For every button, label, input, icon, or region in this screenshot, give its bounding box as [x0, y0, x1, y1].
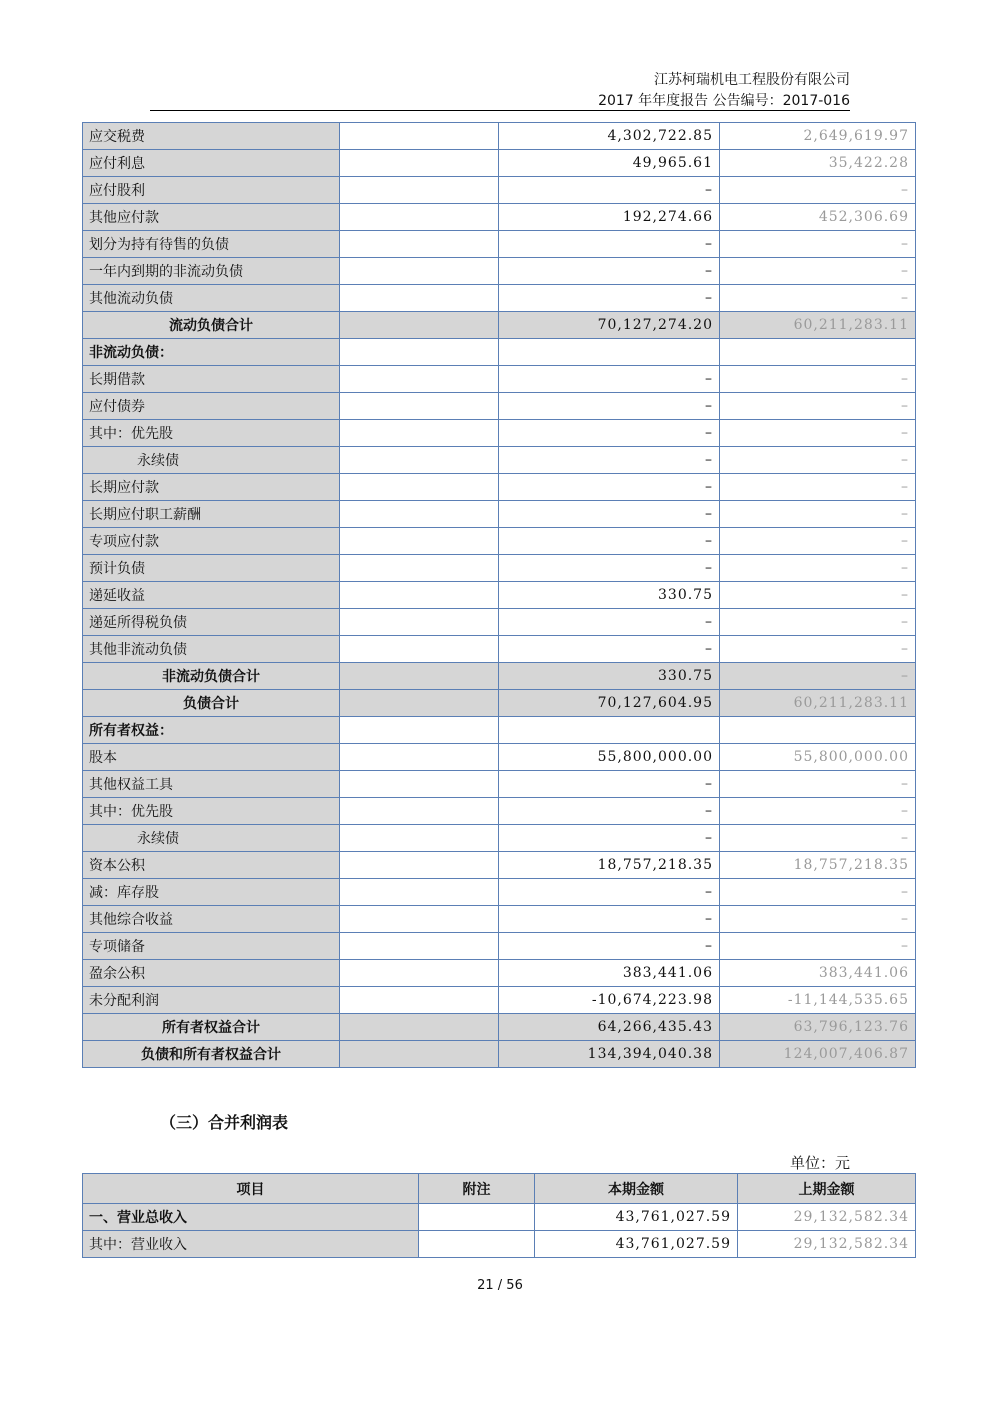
row-note — [340, 1014, 499, 1041]
row-label: 应付利息 — [83, 150, 340, 177]
row-current-amount: – — [499, 285, 720, 312]
row-label: 资本公积 — [83, 852, 340, 879]
row-note — [340, 1041, 499, 1068]
row-current-amount: 330.75 — [499, 582, 720, 609]
row-note — [340, 825, 499, 852]
row-note — [340, 771, 499, 798]
row-note — [340, 987, 499, 1014]
row-note — [340, 852, 499, 879]
row-current-amount: – — [499, 420, 720, 447]
row-label: 应付债券 — [83, 393, 340, 420]
row-note — [419, 1231, 535, 1258]
row-note — [340, 285, 499, 312]
row-label: 所有者权益合计 — [83, 1014, 340, 1041]
income-statement-title: （三）合并利润表 — [160, 1113, 289, 1132]
row-current-amount — [499, 717, 720, 744]
row-note — [340, 204, 499, 231]
page-number: 21 / 56 — [477, 1278, 523, 1293]
row-previous-amount: 18,757,218.35 — [720, 852, 916, 879]
row-previous-amount: – — [720, 771, 916, 798]
row-current-amount: – — [499, 609, 720, 636]
row-previous-amount: – — [720, 825, 916, 852]
table-row — [83, 852, 916, 879]
row-previous-amount — [720, 717, 916, 744]
row-previous-amount: – — [720, 366, 916, 393]
table-row — [83, 663, 916, 690]
row-current-amount: – — [499, 879, 720, 906]
row-label: 其他非流动负债 — [83, 636, 340, 663]
row-current-amount: 70,127,274.20 — [499, 312, 720, 339]
row-note — [340, 501, 499, 528]
row-current-amount: – — [499, 177, 720, 204]
row-note — [340, 906, 499, 933]
row-note — [340, 231, 499, 258]
row-previous-amount: – — [720, 393, 916, 420]
row-current-amount: – — [499, 555, 720, 582]
row-previous-amount: – — [720, 285, 916, 312]
row-current-amount: 4,302,722.85 — [499, 123, 720, 150]
table-row — [83, 609, 916, 636]
row-current-amount: – — [499, 474, 720, 501]
header-previous-amount: 上期金额 — [738, 1174, 916, 1204]
row-current-amount — [499, 339, 720, 366]
row-current-amount: 43,761,027.59 — [535, 1204, 738, 1231]
table-row — [83, 717, 916, 744]
row-previous-amount: 383,441.06 — [720, 960, 916, 987]
row-label: 其他流动负债 — [83, 285, 340, 312]
row-current-amount: – — [499, 771, 720, 798]
row-label: 划分为持有待售的负债 — [83, 231, 340, 258]
row-label: 长期应付职工薪酬 — [83, 501, 340, 528]
row-previous-amount: – — [720, 474, 916, 501]
row-label: 负债和所有者权益合计 — [83, 1041, 340, 1068]
row-label: 应付股利 — [83, 177, 340, 204]
row-previous-amount: -11,144,535.65 — [720, 987, 916, 1014]
row-previous-amount: – — [720, 663, 916, 690]
table-row — [83, 1041, 916, 1068]
row-current-amount: 330.75 — [499, 663, 720, 690]
row-previous-amount: 124,007,406.87 — [720, 1041, 916, 1068]
row-current-amount: 192,274.66 — [499, 204, 720, 231]
balance-sheet-table — [82, 122, 916, 1068]
row-note — [340, 528, 499, 555]
row-current-amount: – — [499, 528, 720, 555]
table-row — [83, 312, 916, 339]
row-note — [340, 609, 499, 636]
row-note — [340, 555, 499, 582]
table-row — [83, 771, 916, 798]
table-row — [83, 366, 916, 393]
row-current-amount: 64,266,435.43 — [499, 1014, 720, 1041]
company-name: 江苏柯瑞机电工程股份有限公司 — [654, 72, 850, 88]
row-note — [340, 393, 499, 420]
row-previous-amount: – — [720, 177, 916, 204]
row-previous-amount: – — [720, 636, 916, 663]
row-note — [340, 366, 499, 393]
row-previous-amount: 60,211,283.11 — [720, 312, 916, 339]
row-note — [340, 312, 499, 339]
row-previous-amount: 29,132,582.34 — [738, 1231, 916, 1258]
table-row — [83, 798, 916, 825]
row-current-amount: – — [499, 258, 720, 285]
table-row — [83, 123, 916, 150]
row-previous-amount: 29,132,582.34 — [738, 1204, 916, 1231]
row-previous-amount: – — [720, 609, 916, 636]
header-note: 附注 — [419, 1174, 535, 1204]
table-row — [83, 987, 916, 1014]
row-label: 长期应付款 — [83, 474, 340, 501]
row-current-amount: 70,127,604.95 — [499, 690, 720, 717]
row-current-amount: – — [499, 636, 720, 663]
row-current-amount: 43,761,027.59 — [535, 1231, 738, 1258]
row-previous-amount: – — [720, 501, 916, 528]
table-row — [83, 447, 916, 474]
table-row — [83, 231, 916, 258]
row-label: 其他权益工具 — [83, 771, 340, 798]
row-label: 减：库存股 — [83, 879, 340, 906]
row-label: 负债合计 — [83, 690, 340, 717]
table-row — [83, 555, 916, 582]
row-label: 所有者权益： — [83, 717, 340, 744]
row-previous-amount: 2,649,619.97 — [720, 123, 916, 150]
header-item: 项目 — [83, 1174, 419, 1204]
row-current-amount: 134,394,040.38 — [499, 1041, 720, 1068]
table-row — [83, 636, 916, 663]
report-header — [598, 70, 850, 112]
row-note — [340, 960, 499, 987]
row-current-amount: – — [499, 825, 720, 852]
row-note — [340, 474, 499, 501]
row-note — [340, 582, 499, 609]
table-row — [83, 906, 916, 933]
row-note — [340, 933, 499, 960]
table-row — [83, 1204, 916, 1231]
table-row — [83, 177, 916, 204]
row-label: 其他应付款 — [83, 204, 340, 231]
row-previous-amount — [720, 339, 916, 366]
row-note — [340, 420, 499, 447]
row-label: 一、营业总收入 — [83, 1204, 419, 1231]
row-previous-amount: – — [720, 798, 916, 825]
table-row — [83, 420, 916, 447]
header-current-amount: 本期金额 — [535, 1174, 738, 1204]
row-label: 非流动负债： — [83, 339, 340, 366]
row-current-amount: – — [499, 231, 720, 258]
row-label: 其中：优先股 — [83, 420, 340, 447]
row-current-amount: – — [499, 366, 720, 393]
row-previous-amount: – — [720, 879, 916, 906]
row-previous-amount: – — [720, 528, 916, 555]
row-previous-amount: – — [720, 906, 916, 933]
row-current-amount: – — [499, 906, 720, 933]
report-number: 2017 年年度报告 公告编号：2017-016 — [598, 93, 850, 109]
table-row — [83, 879, 916, 906]
row-current-amount: -10,674,223.98 — [499, 987, 720, 1014]
row-current-amount: – — [499, 798, 720, 825]
row-label: 其中：营业收入 — [83, 1231, 419, 1258]
row-note — [340, 447, 499, 474]
row-current-amount: – — [499, 447, 720, 474]
row-note — [340, 744, 499, 771]
row-previous-amount: – — [720, 420, 916, 447]
table-row — [83, 825, 916, 852]
table-row — [83, 204, 916, 231]
row-label: 盈余公积 — [83, 960, 340, 987]
row-previous-amount: 60,211,283.11 — [720, 690, 916, 717]
row-label: 流动负债合计 — [83, 312, 340, 339]
row-note — [340, 258, 499, 285]
row-label: 专项应付款 — [83, 528, 340, 555]
row-label: 非流动负债合计 — [83, 663, 340, 690]
table-row — [83, 582, 916, 609]
row-note — [340, 690, 499, 717]
row-label: 专项储备 — [83, 933, 340, 960]
table-row — [83, 744, 916, 771]
table-row — [83, 150, 916, 177]
row-note — [340, 150, 499, 177]
row-previous-amount: – — [720, 231, 916, 258]
row-current-amount: – — [499, 501, 720, 528]
row-label: 递延所得税负债 — [83, 609, 340, 636]
row-note — [340, 123, 499, 150]
table-row — [83, 690, 916, 717]
table-header-row — [83, 1174, 916, 1204]
row-label: 其他综合收益 — [83, 906, 340, 933]
row-previous-amount: – — [720, 582, 916, 609]
table-row — [83, 285, 916, 312]
row-current-amount: 49,965.61 — [499, 150, 720, 177]
table-row — [83, 258, 916, 285]
row-label: 未分配利润 — [83, 987, 340, 1014]
table-row — [83, 1014, 916, 1041]
row-current-amount: – — [499, 933, 720, 960]
row-label: 其中：优先股 — [83, 798, 340, 825]
row-label: 应交税费 — [83, 123, 340, 150]
row-label: 永续债 — [83, 447, 340, 474]
header-rule — [150, 110, 850, 111]
row-label: 股本 — [83, 744, 340, 771]
table-row — [83, 1231, 916, 1258]
table-row — [83, 339, 916, 366]
row-note — [340, 879, 499, 906]
row-label: 递延收益 — [83, 582, 340, 609]
row-note — [419, 1204, 535, 1231]
table-row — [83, 474, 916, 501]
row-previous-amount: – — [720, 555, 916, 582]
table-row — [83, 393, 916, 420]
row-note — [340, 177, 499, 204]
row-previous-amount: 452,306.69 — [720, 204, 916, 231]
row-current-amount: – — [499, 393, 720, 420]
row-current-amount: 18,757,218.35 — [499, 852, 720, 879]
row-current-amount: 55,800,000.00 — [499, 744, 720, 771]
row-note — [340, 717, 499, 744]
table-row — [83, 501, 916, 528]
row-previous-amount: 35,422.28 — [720, 150, 916, 177]
row-previous-amount: – — [720, 258, 916, 285]
row-previous-amount: – — [720, 447, 916, 474]
row-note — [340, 798, 499, 825]
income-statement-table — [82, 1173, 916, 1258]
row-label: 预计负债 — [83, 555, 340, 582]
row-note — [340, 636, 499, 663]
table-row — [83, 528, 916, 555]
table-row — [83, 933, 916, 960]
row-label: 长期借款 — [83, 366, 340, 393]
row-previous-amount: 55,800,000.00 — [720, 744, 916, 771]
row-note — [340, 339, 499, 366]
unit-label: 单位：元 — [789, 1154, 850, 1172]
row-label: 永续债 — [83, 825, 340, 852]
row-previous-amount: – — [720, 933, 916, 960]
table-row — [83, 960, 916, 987]
row-previous-amount: 63,796,123.76 — [720, 1014, 916, 1041]
row-note — [340, 663, 499, 690]
row-current-amount: 383,441.06 — [499, 960, 720, 987]
row-label: 一年内到期的非流动负债 — [83, 258, 340, 285]
